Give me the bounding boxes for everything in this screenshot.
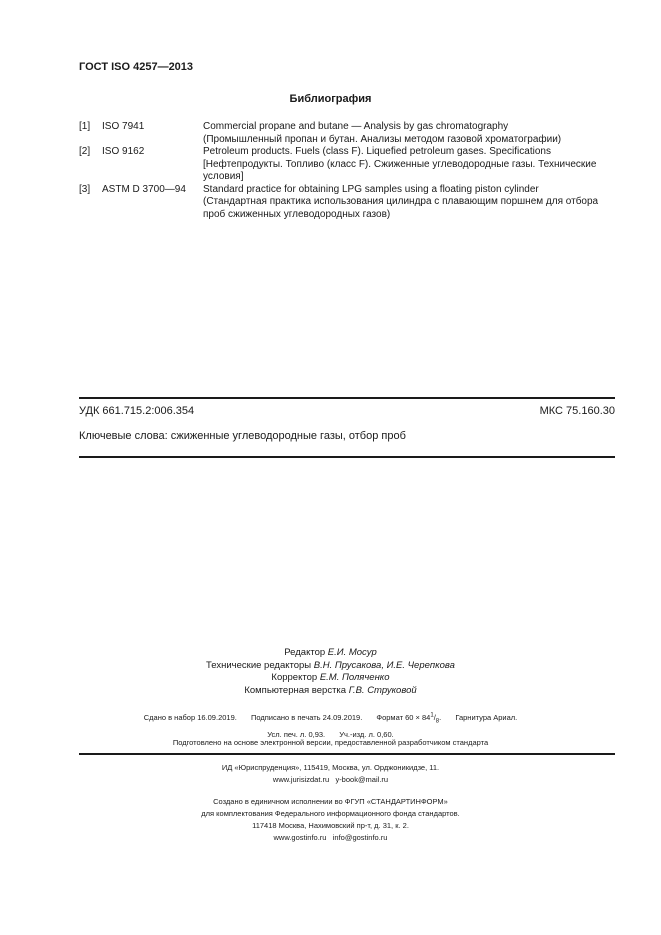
credit-names: В.Н. Прусакова, И.Е. Черепкова — [313, 659, 455, 671]
print-format-denominator: 8 — [435, 718, 440, 724]
print-info — [0, 709, 661, 741]
credit-layout — [0, 685, 661, 698]
source-note: Подготовлено на основе электронной версии, предоставленной разработчиком стандарта — [172, 738, 489, 747]
credit-role: Технические редакторы — [206, 659, 312, 671]
entry-text — [203, 184, 615, 222]
publisher-website[interactable]: www.jurisizdat.ru — [272, 775, 330, 784]
bibliography-entry — [79, 146, 615, 184]
entry-text — [203, 121, 615, 146]
entry-line: [Нефтепродукты. Топливо (класс F). Сжиженные углеводородные газы. Технические — [203, 158, 597, 170]
credit-names: Г.В. Струковой — [348, 684, 417, 696]
print-format-label: Формат 60 × 84 — [376, 712, 431, 722]
entry-text — [203, 146, 615, 184]
creator-line-1: Создано в единичном исполнении во ФГУП «СТАНДАРТИНФОРМ» — [213, 797, 448, 806]
entry-number: [3] — [79, 183, 91, 195]
creator-line-3: 117418 Москва, Нахимовский пр-т, д. 31, к. 2. — [252, 821, 409, 830]
credits-block — [0, 647, 661, 697]
publisher-email[interactable]: y-book@mail.ru — [335, 775, 389, 784]
bottom-divider — [79, 456, 615, 458]
creator-email[interactable]: info@gostinfo.ru — [332, 833, 388, 842]
entry-code: ISO 7941 — [102, 121, 145, 132]
footer-divider — [79, 753, 615, 755]
creator-contacts — [0, 832, 661, 844]
creator-block — [0, 796, 661, 844]
entry-line: условия] — [203, 171, 244, 182]
publisher-block — [0, 762, 661, 786]
entry-line: проб сжиженных углеводородных газов) — [203, 208, 391, 220]
mks-code: МКС 75.160.30 — [539, 405, 615, 417]
print-info-line-1 — [0, 709, 661, 728]
publisher-address: ИД «Юриспруденция», 115419, Москва, ул. Орджоникидзе, 11. — [221, 763, 440, 772]
keywords: Ключевые слова: сжиженные углеводородные газы, отбор проб — [79, 430, 406, 442]
print-sheets: Усл. печ. л. 0,93. — [267, 730, 326, 739]
standard-number: ГОСТ ISO 4257—2013 — [79, 61, 194, 73]
publisher-contacts — [0, 774, 661, 786]
credit-tech-editors — [0, 660, 661, 673]
entry-line: (Промышленный пропан и бутан. Анализы методом газовой хроматографии) — [203, 133, 562, 145]
credit-proofreader — [0, 672, 661, 685]
entry-line: Standard practice for obtaining LPG samples using a floating piston cylinder — [203, 183, 539, 195]
credit-role: Редактор — [284, 647, 326, 658]
entry-number: [2] — [79, 146, 91, 157]
print-font: Гарнитура Ариал. — [455, 712, 518, 722]
entry-code: ASTM D 3700—94 — [102, 183, 186, 195]
udk-code: УДК 661.715.2:006.354 — [79, 405, 195, 417]
credit-editor — [0, 647, 661, 660]
creator-line-2: для комплектования Федерального информационного фонда стандартов. — [201, 809, 460, 818]
print-format: Формат $60 \times 84^1/_8$. — [376, 712, 442, 724]
entry-line: (Стандартная практика использования цилиндра с плавающим поршнем для отбора — [203, 196, 599, 207]
creator-website[interactable]: www.gostinfo.ru — [273, 833, 327, 842]
print-format-numerator: 1 — [430, 712, 434, 718]
bibliography-entry — [79, 184, 615, 222]
print-pub-sheets: Уч.-изд. л. 0,60. — [339, 730, 394, 739]
entry-code: ISO 9162 — [102, 146, 145, 157]
credit-names: Е.И. Мосур — [327, 647, 377, 658]
bibliography-entry — [79, 121, 615, 146]
credit-role: Корректор — [271, 672, 318, 683]
credit-role: Компьютерная верстка — [244, 684, 347, 696]
credit-names: Е.М. Поляченко — [319, 672, 390, 683]
print-signed-date: Подписано в печать 24.09.2019. — [250, 712, 363, 722]
entry-line: Petroleum products. Fuels (class F). Liquefied petroleum gases. Specifications — [203, 146, 551, 157]
entry-line: Commercial propane and butane — Analysis by gas chromatography — [203, 121, 509, 132]
print-set-date: Сдано в набор 16.09.2019. — [143, 712, 237, 722]
entry-number: [1] — [79, 121, 91, 132]
bibliography-title: Библиография — [289, 93, 372, 105]
top-divider — [79, 397, 615, 399]
bibliography-list — [79, 121, 615, 221]
